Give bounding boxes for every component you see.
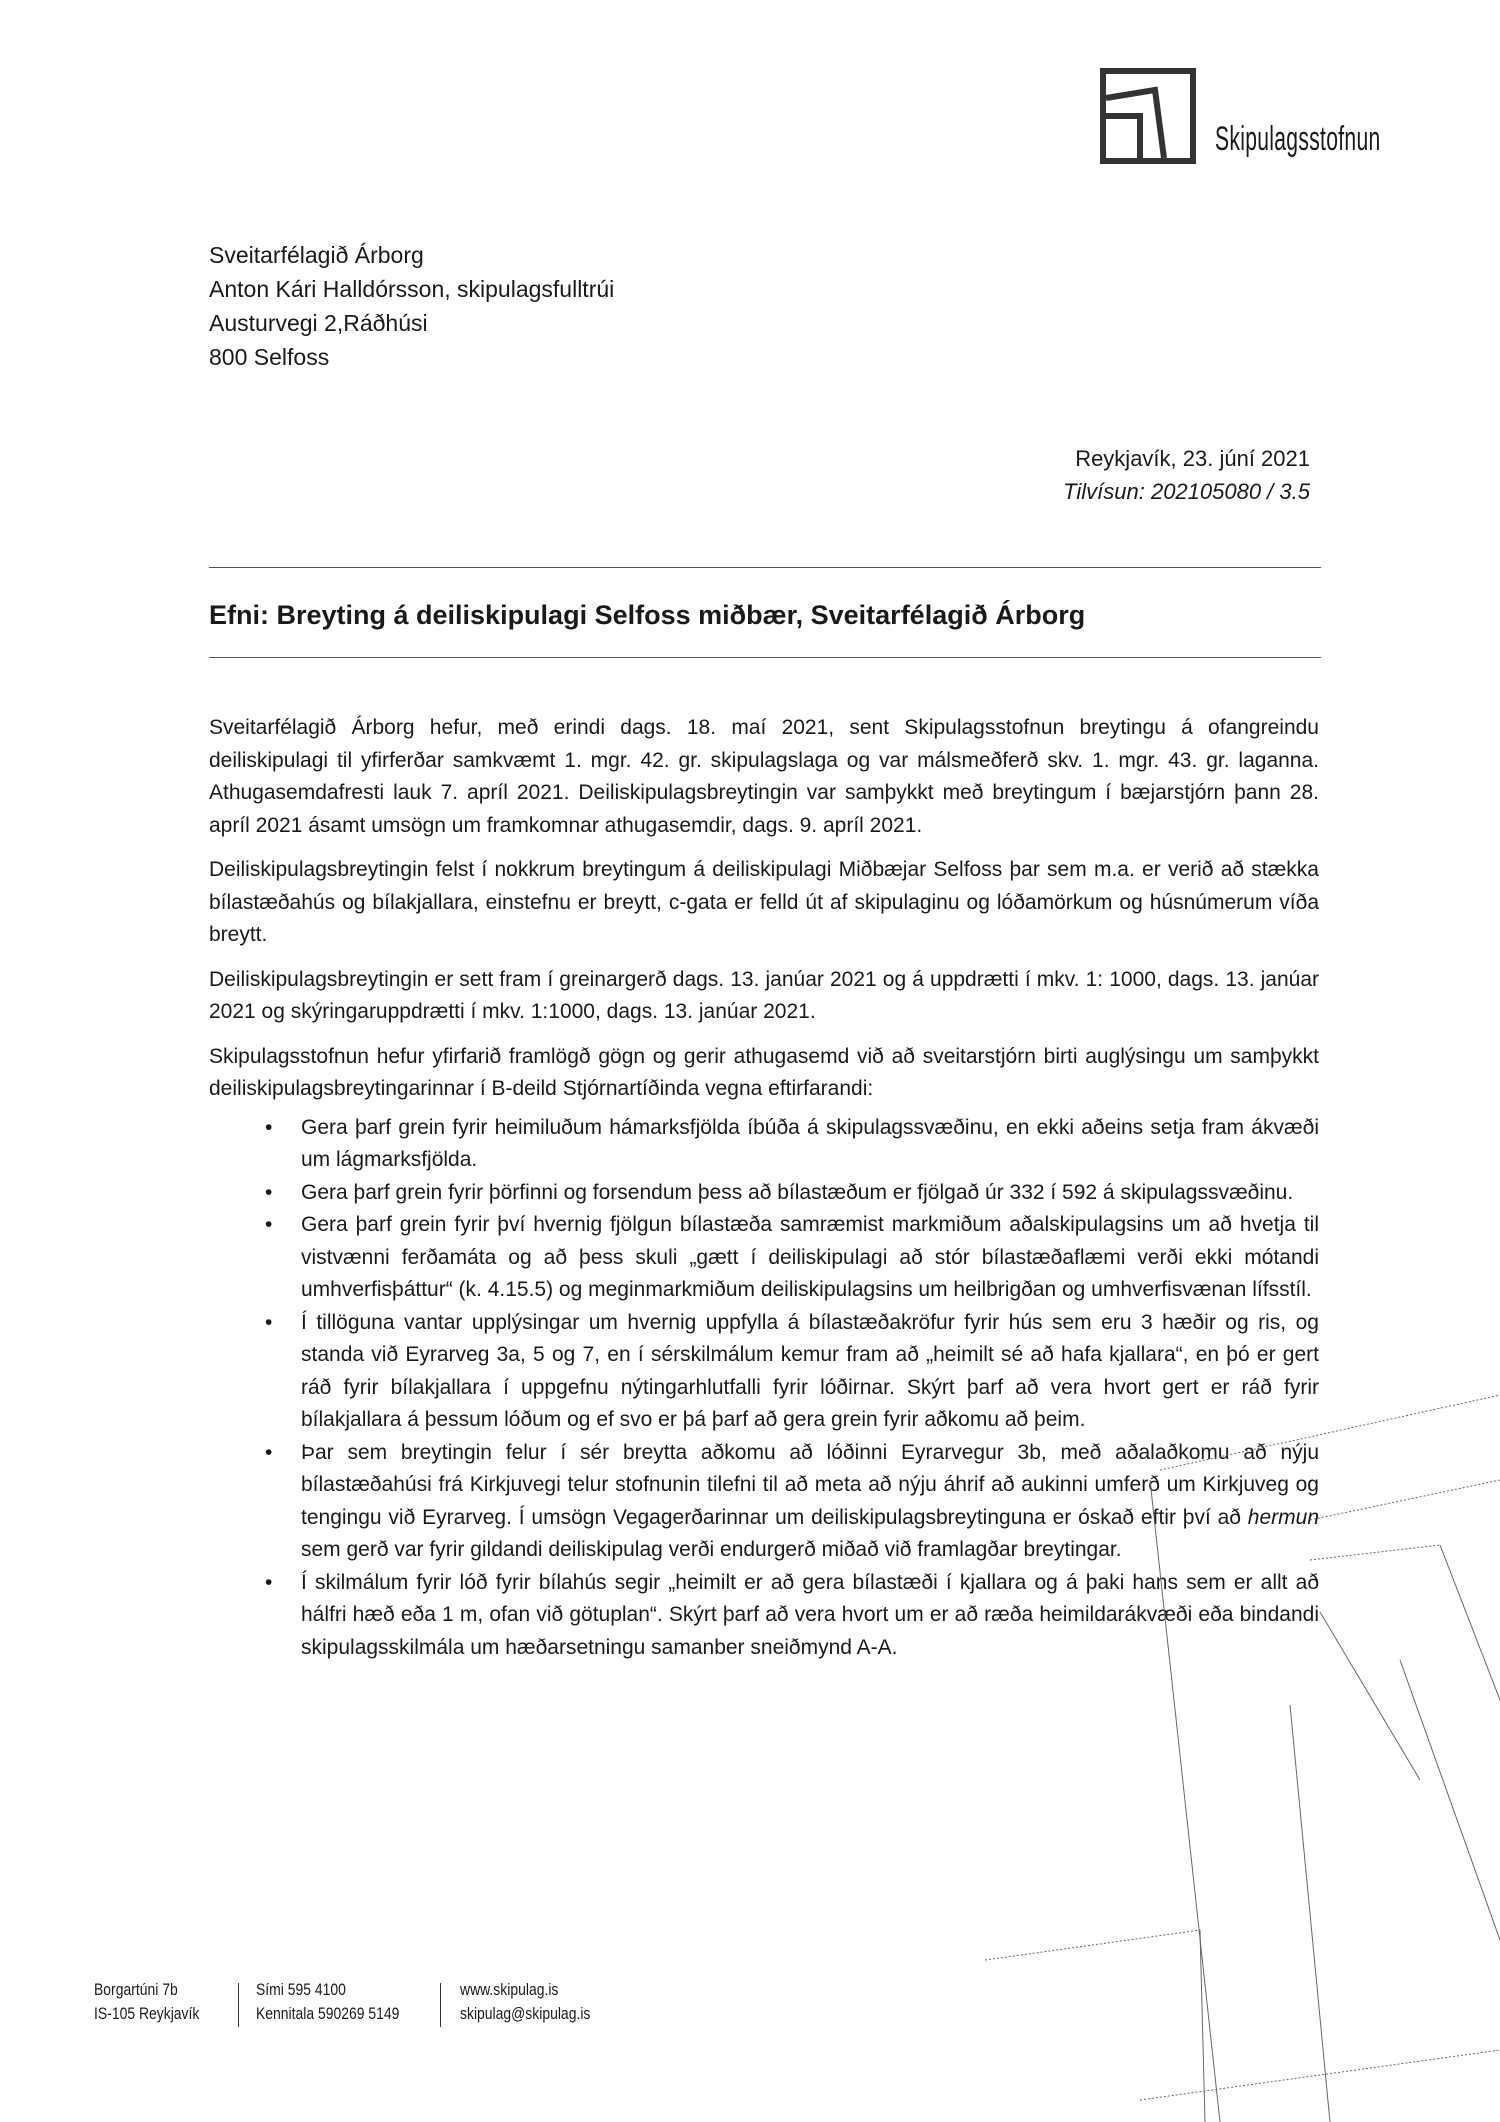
bullet-icon: • bbox=[265, 1213, 273, 1236]
list-item: • Gera þarf grein fyrir því hvernig fjölgun bílastæða samræmist markmiðum aðalskipulagsins um að hvetja til vistvænni ferðamáta og að þess skuli „gætt í deiliskipulagi að stór bílastæðaflæmi verði ekki mótandi umhverfisþáttur“ (k. 4.15.5) og meginmarkmiðum deiliskipulagsins um heilbrigðan og umhverfisvænan lífsstíl. bbox=[209, 1209, 1319, 1307]
footer-phone: Sími 595 4100 bbox=[256, 1980, 346, 1999]
recipient-address bbox=[209, 238, 614, 374]
footer-web bbox=[460, 1978, 590, 2026]
footer-city: IS-105 Reykjavík bbox=[94, 2004, 200, 2023]
skipulagsstofnun-logo-icon bbox=[1100, 68, 1196, 164]
list-item: • Í tillöguna vantar upplýsingar um hvernig uppfylla á bílastæðakröfur fyrir hús sem eru 3 hæðir og ris, og standa við Eyrarveg 3a, 5 og 7, en í sérskilmálum kemur fram að „heimilt sé að hafa kjallara“, en þó er gert ráð fyrir bílakjallara í uppgefnu nýtingarhlutfalli fyrir lóðirnar. Skýrt þarf að vera hvort gert er ráð fyrir bílakjallara á þessum lóðum og ef svo er þá þarf að gera grein fyrir aðkomu að þeim. bbox=[209, 1307, 1319, 1437]
bullet-icon: • bbox=[265, 1180, 273, 1204]
footer-divider bbox=[440, 1983, 441, 2027]
bullet-icon: • bbox=[265, 1310, 273, 1334]
emphasis: hermun bbox=[1247, 1505, 1319, 1529]
recipient-line: Anton Kári Halldórsson, skipulagsfulltrúi bbox=[209, 276, 615, 302]
bullet-icon: • bbox=[265, 1570, 273, 1594]
place-date: Reykjavík, 23. júní 2021 bbox=[1075, 446, 1310, 471]
footer-id-number: Kennitala 590269 5149 bbox=[256, 2004, 400, 2023]
list-item: • Í skilmálum fyrir lóð fyrir bílahús segir „heimilt er að gera bílastæði í kjallara og á þaki hans sem er allt að hálfri hæð eða 1 m, ofan við götuplan“. Skýrt þarf að vera hvort um er að ræða heimildarákvæði eða bindandi skipulagsskilmála um hæðarsetningu samanber sneiðmynd A-A. bbox=[209, 1567, 1319, 1665]
reference-number: Tilvísun: 202105080 / 3.5 bbox=[1063, 479, 1310, 504]
logo-wordmark: Skipulagsstofnun bbox=[1215, 120, 1381, 158]
footer-divider bbox=[238, 1983, 239, 2027]
list-item: • Gera þarf grein fyrir þörfinni og forsendum þess að bílastæðum er fjölgað úr 332 í 592 á skipulagssvæðinu. bbox=[209, 1177, 1319, 1210]
divider bbox=[209, 567, 1321, 568]
remarks-list bbox=[209, 1112, 1319, 1665]
list-item: • Gera þarf grein fyrir heimiluðum hámarksfjölda íbúða á skipulagssvæðinu, en ekki aðeins setja fram ákvæði um lágmarksfjölda. bbox=[209, 1112, 1319, 1177]
list-item: • Þar sem breytingin felur í sér breytta aðkomu að lóðinni Eyrarvegur 3b, með aðalaðkomu að nýju bílastæðahúsi frá Kirkjuvegi telur stofnunin tilefni til að meta að nýju áhrif að aukinni umferð um Kirkjuveg og tengingu við Eyrarveg. Í umsögn Vegagerðarinnar um deiliskipulagsbreytinguna er óskað eftir því að hermun sem gerð var fyrir gildandi deiliskipulag verði endurgerð miðað við framlagðar breytingar. bbox=[209, 1437, 1319, 1567]
paragraph: Sveitarfélagið Árborg hefur, með erindi dags. 18. maí 2021, sent Skipulagsstofnun breytingu á ofangreindu deiliskipulagi til yfirferðar samkvæmt 1. mgr. 42. gr. skipulagslaga og var málsmeðferð skv. 1. mgr. 43. gr. laganna. Athugasemdafresti lauk 7. apríl 2021. Deiliskipulagsbreytingin var samþykkt með breytingum í bæjarstjórn þann 28. apríl 2021 ásamt umsögn um framkomnar athugasemdir, dags. 9. apríl 2021. bbox=[209, 716, 1319, 837]
paragraph: Deiliskipulagsbreytingin er sett fram í greinargerð dags. 13. janúar 2021 og á uppdrætti í mkv. 1: 1000, dags. 13. janúar 2021 og skýringaruppdrætti í mkv. 1:1000, dags. 13. janúar 2021. bbox=[209, 967, 1319, 1023]
recipient-line: Austurvegi 2,Ráðhúsi bbox=[209, 310, 428, 336]
recipient-line: Sveitarfélagið Árborg bbox=[209, 242, 424, 268]
divider bbox=[209, 657, 1321, 658]
footer-street: Borgartúni 7b bbox=[94, 1980, 178, 1999]
dateline bbox=[1063, 442, 1310, 508]
footer-contact bbox=[256, 1978, 399, 2026]
recipient-line: 800 Selfoss bbox=[209, 344, 330, 370]
website-link[interactable]: www.skipulag.is bbox=[460, 1980, 559, 1999]
footer-address bbox=[94, 1978, 199, 2026]
bullet-icon: • bbox=[265, 1115, 273, 1139]
paragraph: Deiliskipulagsbreytingin felst í nokkrum breytingum á deiliskipulagi Miðbæjar Selfoss þar sem m.a. er verið að stækka bílastæðahús og bílakjallara, einstefnu er breytt, c-gata er felld út af skipulaginu og lóðamörkum og húsnúmerum víða breytt. bbox=[209, 858, 1319, 946]
email-link[interactable]: skipulag@skipulag.is bbox=[460, 2004, 591, 2023]
subject-heading: Efni: Breyting á deiliskipulagi Selfoss miðbær, Sveitarfélagið Árborg bbox=[209, 600, 1086, 630]
letterhead-logo bbox=[1100, 68, 1410, 168]
bullet-icon: • bbox=[265, 1440, 273, 1464]
paragraph: Skipulagsstofnun hefur yfirfarið framlögð gögn og gerir athugasemd við að sveitarstjórn birti auglýsingu um samþykkt deiliskipulagsbreytingarinnar í B-deild Stjórnartíðinda vegna eftirfarandi: bbox=[209, 1044, 1319, 1100]
letter-body bbox=[209, 712, 1319, 1664]
